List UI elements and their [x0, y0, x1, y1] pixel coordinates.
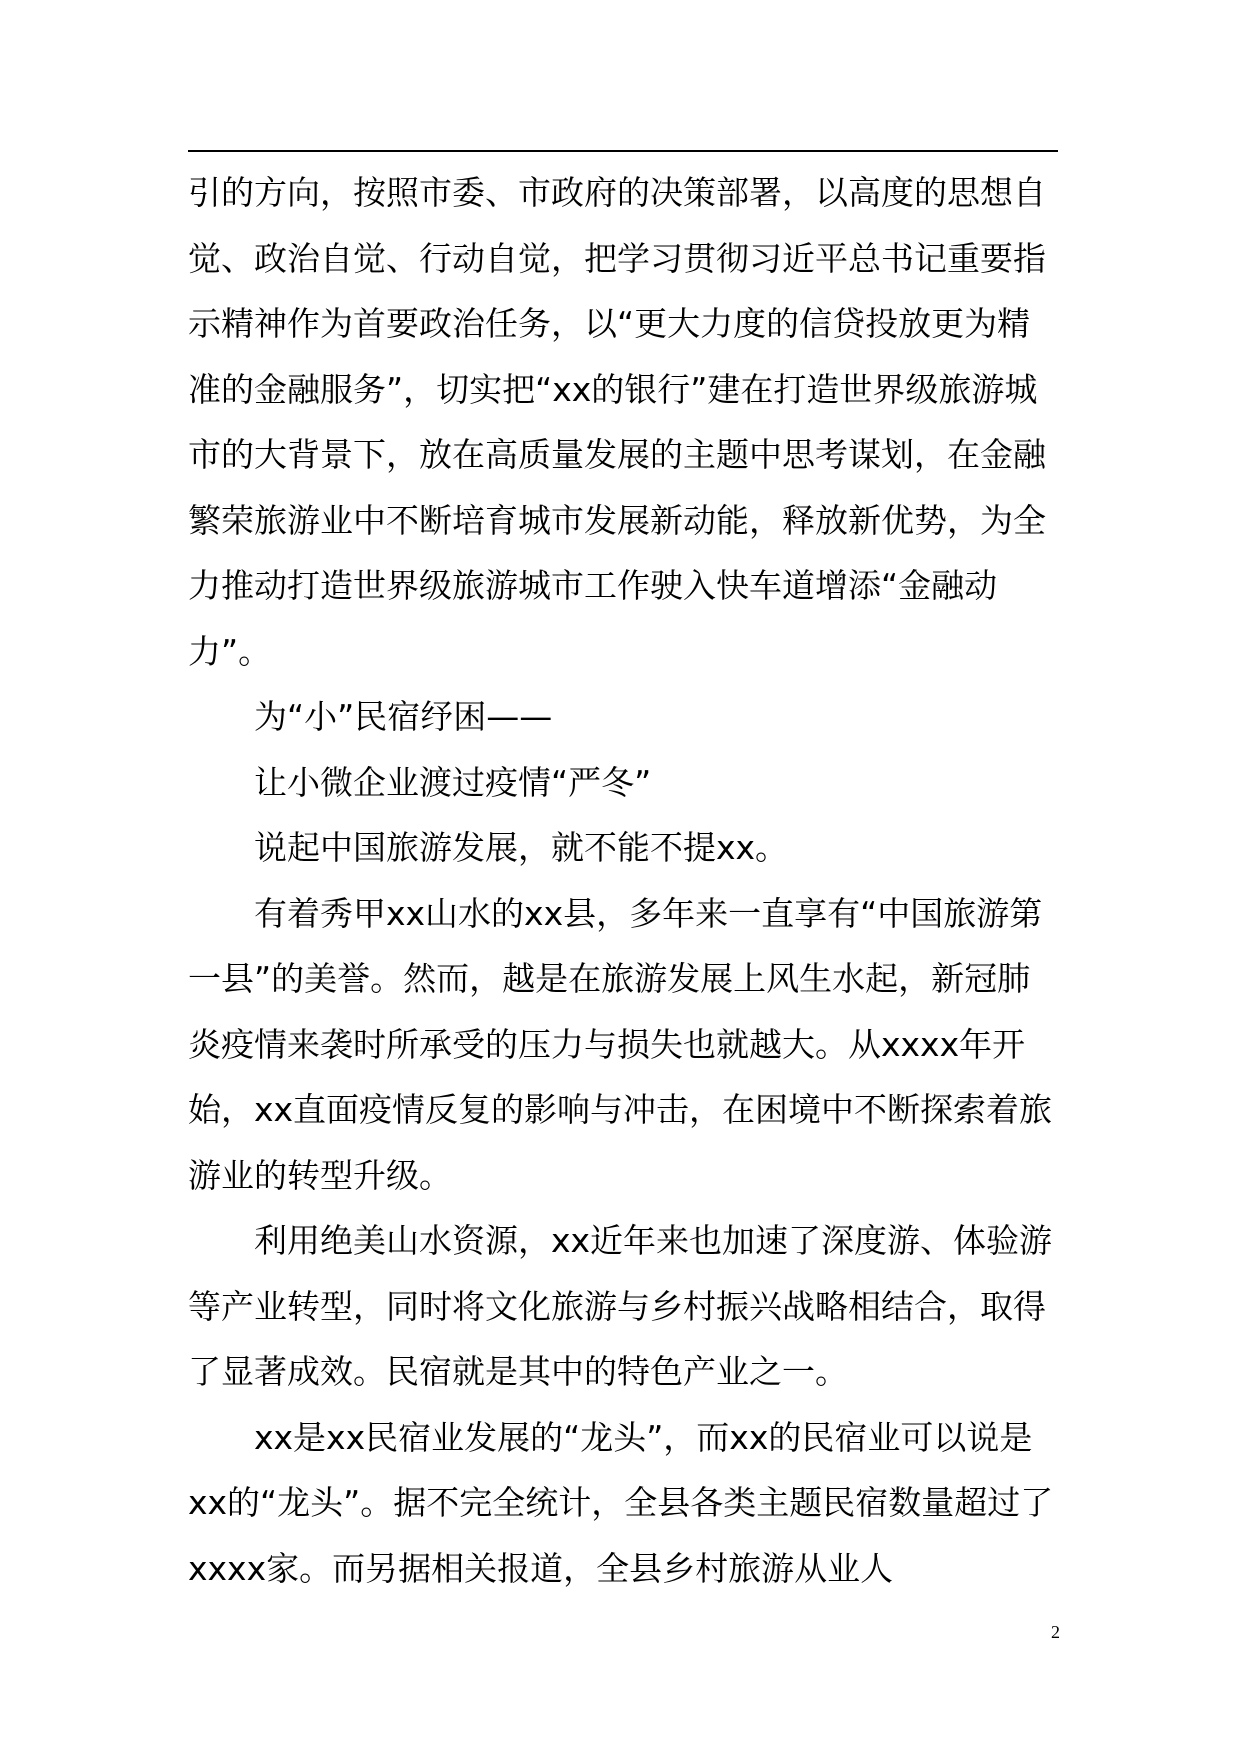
paragraph: xx是xx民宿业发展的“龙头”，而xx的民宿业可以说是xx的“龙头”。据不完全统计，全县各类主题民宿数量超过了xxxx家。而另据相关报道，全县乡村旅游从业人 [188, 1417, 1054, 1588]
section-heading-line-2: 让小微企业渡过疫情“严冬” [254, 762, 652, 802]
paragraph: 有着秀甲xx山水的xx县，多年来一直享有“中国旅游第一县”的美誉。然而，越是在旅游发展上风生水起，新冠肺炎疫情来袭时所承受的压力与损失也就越大。从xxxx年开始，xx直面疫情反复的影响与冲击，在困境中不断探索着旅游业的转型升级。 [188, 893, 1053, 1195]
paragraph: 说起中国旅游发展，就不能不提xx。 [254, 828, 789, 867]
paragraph-continued: 引的方向，按照市委、市政府的决策部署，以高度的思想自觉、政治自觉、行动自觉，把学习贯彻习近平总书记重要指示精神作为首要政治任务，以“更大力度的信贷投放更为精准的金融服务”，切实把“xx的银行”建在打造世界级旅游城市的大背景下，放在高质量发展的主题中思考谋划，在金融繁荣旅游业中不断培育城市发展新动能，释放新优势，为全力推动打造世界级旅游城市工作驶入快车道增添“金融动力”。 [188, 173, 1046, 671]
body-text [188, 160, 1058, 1601]
section-heading-line-1: 为“小”民宿纾困—— [254, 697, 553, 736]
header-rule [188, 150, 1058, 152]
paragraph: 利用绝美山水资源，xx近年来也加速了深度游、体验游等产业转型，同时将文化旅游与乡村振兴战略相结合，取得了显著成效。民宿就是其中的特色产业之一。 [188, 1221, 1053, 1391]
page-number: 2 [1051, 1622, 1060, 1642]
